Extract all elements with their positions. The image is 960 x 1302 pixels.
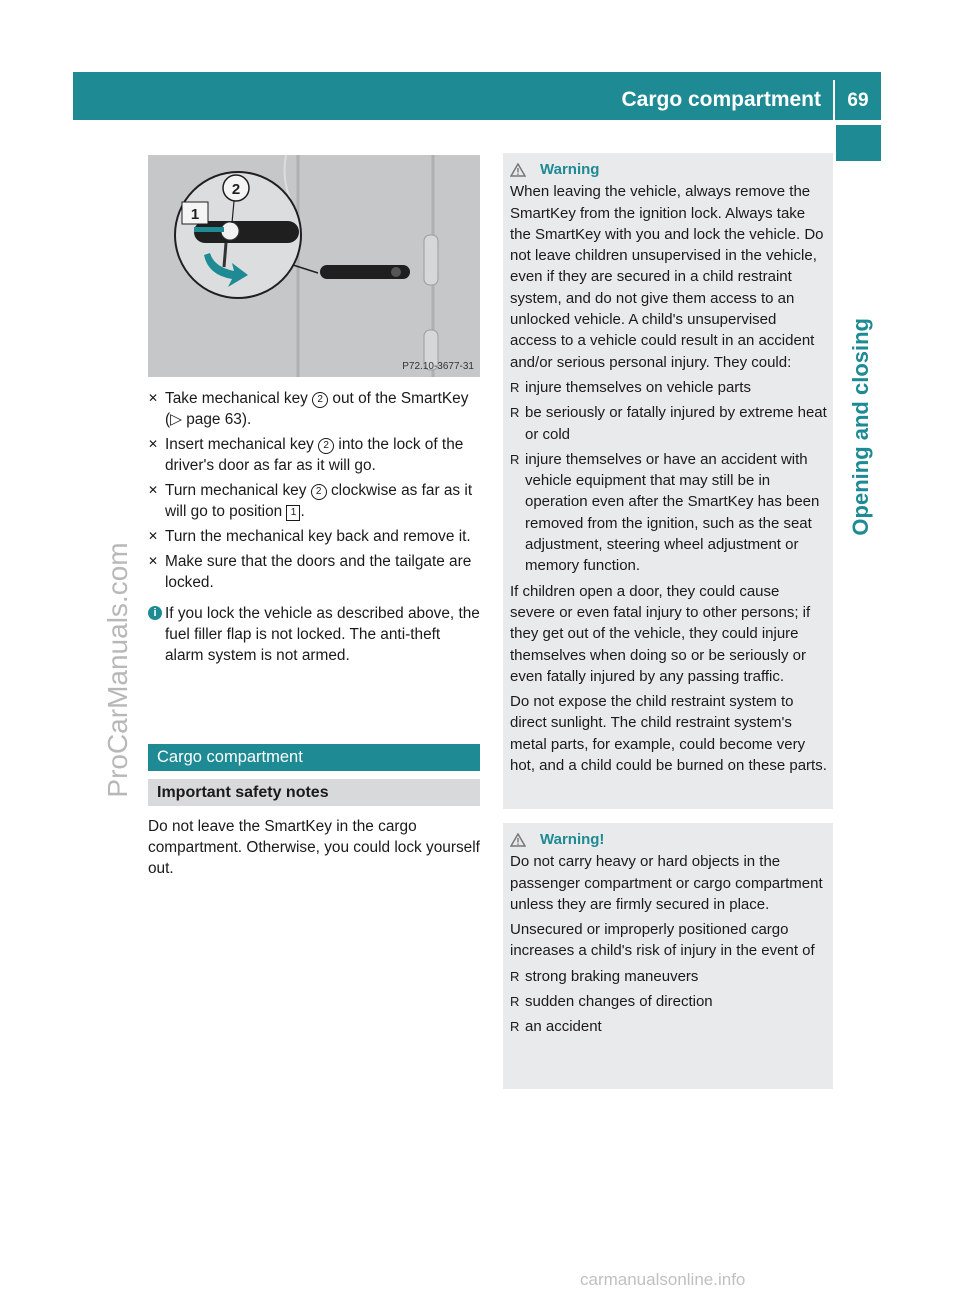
door-lock-figure xyxy=(148,155,480,377)
list-item: R be seriously or fatally injured by extreme heat or cold xyxy=(510,404,827,443)
warning-triangle-icon xyxy=(510,163,526,177)
list-item: R an accident xyxy=(510,1018,602,1036)
callout-2: 2 xyxy=(231,181,241,198)
list-item: R strong braking maneuvers xyxy=(510,967,699,985)
info-icon: i xyxy=(148,606,162,620)
step-arrow-icon: ✕ xyxy=(148,391,159,405)
info-note: i If you lock the vehicle as described above, the fuel filler flap is not locked. The anti-theft alarm system is not armed. xyxy=(148,603,480,666)
instructions xyxy=(148,388,480,666)
step-arrow-icon: ✕ xyxy=(148,437,159,451)
step-item: ✕ Take mechanical key 2 out of the SmartKey (▷ page 63). xyxy=(148,390,469,428)
warning-title: Warning! xyxy=(540,831,605,848)
warning-box xyxy=(503,153,833,809)
list-item: R injure themselves on vehicle parts xyxy=(510,378,751,396)
list-item: R injure themselves or have an accident with vehicle equipment that may still be in operation even after the SmartKey has been removed from the ignition, such as the seat adjustment, steering wheel adjustment or memory function. xyxy=(510,450,820,575)
page-number: 69 xyxy=(847,90,869,111)
section-title: Cargo compartment xyxy=(148,744,480,771)
step-item: ✕ Insert mechanical key 2 into the lock of the driver's door as far as it will go. xyxy=(148,436,464,474)
list-item: R sudden changes of direction xyxy=(510,993,713,1011)
header-title: Cargo compartment xyxy=(621,80,835,120)
warning-text: Unsecured or improperly positioned cargo increases a child's risk of injury in the event of xyxy=(510,921,815,960)
side-tab-label: Opening and closing xyxy=(848,318,873,536)
intro-paragraph: Do not leave the SmartKey in the cargo compartment. Otherwise, you could lock yourself out. xyxy=(148,818,480,877)
warning-text: Do not expose the child restraint system to direct sunlight. The child restraint system's metal parts, for example, could become very hot, and a child could be burned on these parts. xyxy=(510,693,827,775)
step-arrow-icon: ✕ xyxy=(148,554,159,568)
step-item: ✕ Turn mechanical key 2 clockwise as far as it will go to position 1 . xyxy=(148,482,473,520)
footer-watermark: carmanualsonline.info xyxy=(580,1270,746,1289)
side-tab-marker xyxy=(836,125,881,161)
step-item: ✕ Turn the mechanical key back and remove it. xyxy=(148,528,471,545)
warning-box xyxy=(503,823,833,1089)
warning-text: If children open a door, they could cause severe or even fatal injury to other persons; if they get out of the vehicle, they could injure themselves when doing so or be seriously or even fatally injured by any passing traffic. xyxy=(510,582,811,685)
page-header xyxy=(73,72,881,120)
subsection-title: Important safety notes xyxy=(148,779,480,806)
warning-title: Warning xyxy=(540,161,600,178)
warning-text: When leaving the vehicle, always remove the SmartKey from the ignition lock. Always take the SmartKey with you and lock the vehicle. Do not leave children unsupervised in the vehicle, even if they are secured in a child restraint system, and do not give them access to an unlocked vehicle. A child's unsupervised access to a vehicle could result in an accident and/or serious personal injury. They could: xyxy=(510,183,824,371)
step-arrow-icon: ✕ xyxy=(148,483,159,497)
step-arrow-icon: ✕ xyxy=(148,529,159,543)
watermark: ProCarManuals.com xyxy=(102,542,133,798)
step-item: ✕ Make sure that the doors and the tailgate are locked. xyxy=(148,553,472,591)
door-lock-illustration xyxy=(148,155,480,377)
callout-1: 1 xyxy=(190,206,200,223)
figure-code: P72.10-3677-31 xyxy=(402,361,474,372)
warning-text: Do not carry heavy or hard objects in the passenger compartment or cargo compartment unless they are firmly secured in place. xyxy=(510,853,823,913)
warning-triangle-icon xyxy=(510,833,526,847)
